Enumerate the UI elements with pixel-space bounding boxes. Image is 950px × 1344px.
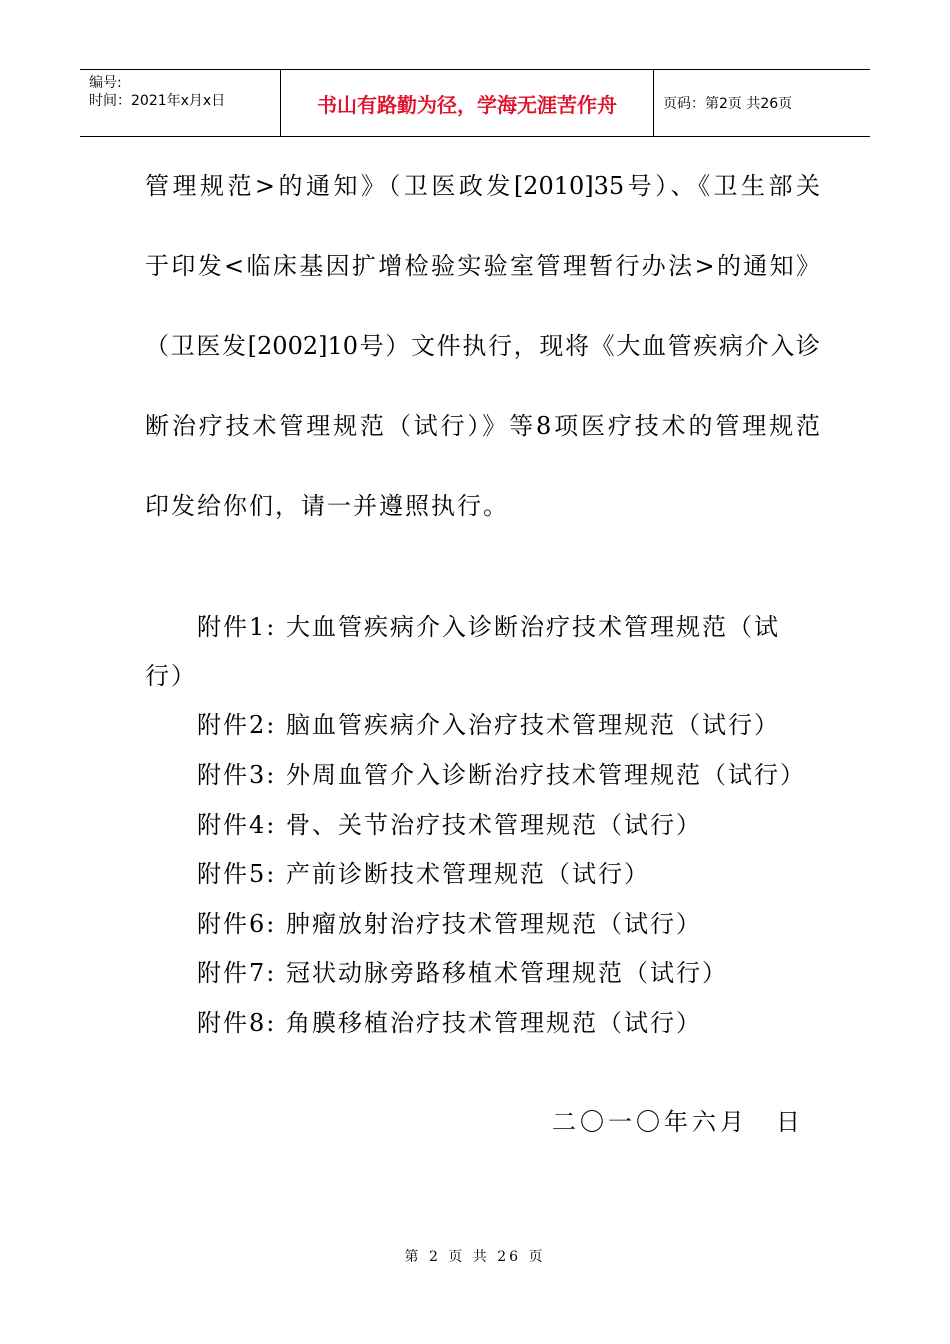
attachment-item: 附件6: 肿瘤放射治疗技术管理规范（试行） (197, 910, 702, 938)
paragraph-line: 断治疗技术管理规范（试行）》等8项医疗技术的管理规范 (145, 412, 820, 440)
page-footer: 第 2 页 共 26 页 (404, 1249, 546, 1265)
header-page-info: 页码：第2页 共26页 (663, 96, 793, 112)
document-date: 二〇一〇年六月 日 (552, 1108, 804, 1136)
attachment-item-continuation: 行） (145, 662, 197, 690)
attachment-item: 附件5: 产前诊断技术管理规范（试行） (197, 860, 650, 888)
attachment-item: 附件7: 冠状动脉旁路移植术管理规范（试行） (197, 959, 728, 987)
paragraph-line: 管理规范>的通知》（卫医政发[2010]35号）、《卫生部关 (145, 172, 820, 200)
attachment-item: 附件2: 脑血管疾病介入治疗技术管理规范（试行） (197, 711, 780, 739)
header-meta (80, 70, 281, 136)
paragraph-line: 印发给你们，请一并遵照执行。 (145, 492, 509, 520)
document-number-label: 编号: (89, 75, 122, 91)
attachment-item: 附件4: 骨、关节治疗技术管理规范（试行） (197, 811, 702, 839)
attachment-item: 附件1: 大血管疾病介入诊断治疗技术管理规范（试 (197, 613, 780, 641)
attachment-item: 附件8: 角膜移植治疗技术管理规范（试行） (197, 1009, 702, 1037)
document-header (80, 69, 870, 137)
attachment-item: 附件3: 外周血管介入诊断治疗技术管理规范（试行） (197, 761, 806, 789)
header-motto: 书山有路勤为径，学海无涯苦作舟 (281, 70, 654, 136)
paragraph-line: 于印发<临床基因扩增检验实验室管理暂行办法>的通知》 (145, 252, 820, 280)
paragraph-line: （卫医发[2002]10号）文件执行，现将《大血管疾病介入诊 (145, 332, 820, 360)
document-time-label: 时间：2021年x月x日 (89, 93, 226, 109)
